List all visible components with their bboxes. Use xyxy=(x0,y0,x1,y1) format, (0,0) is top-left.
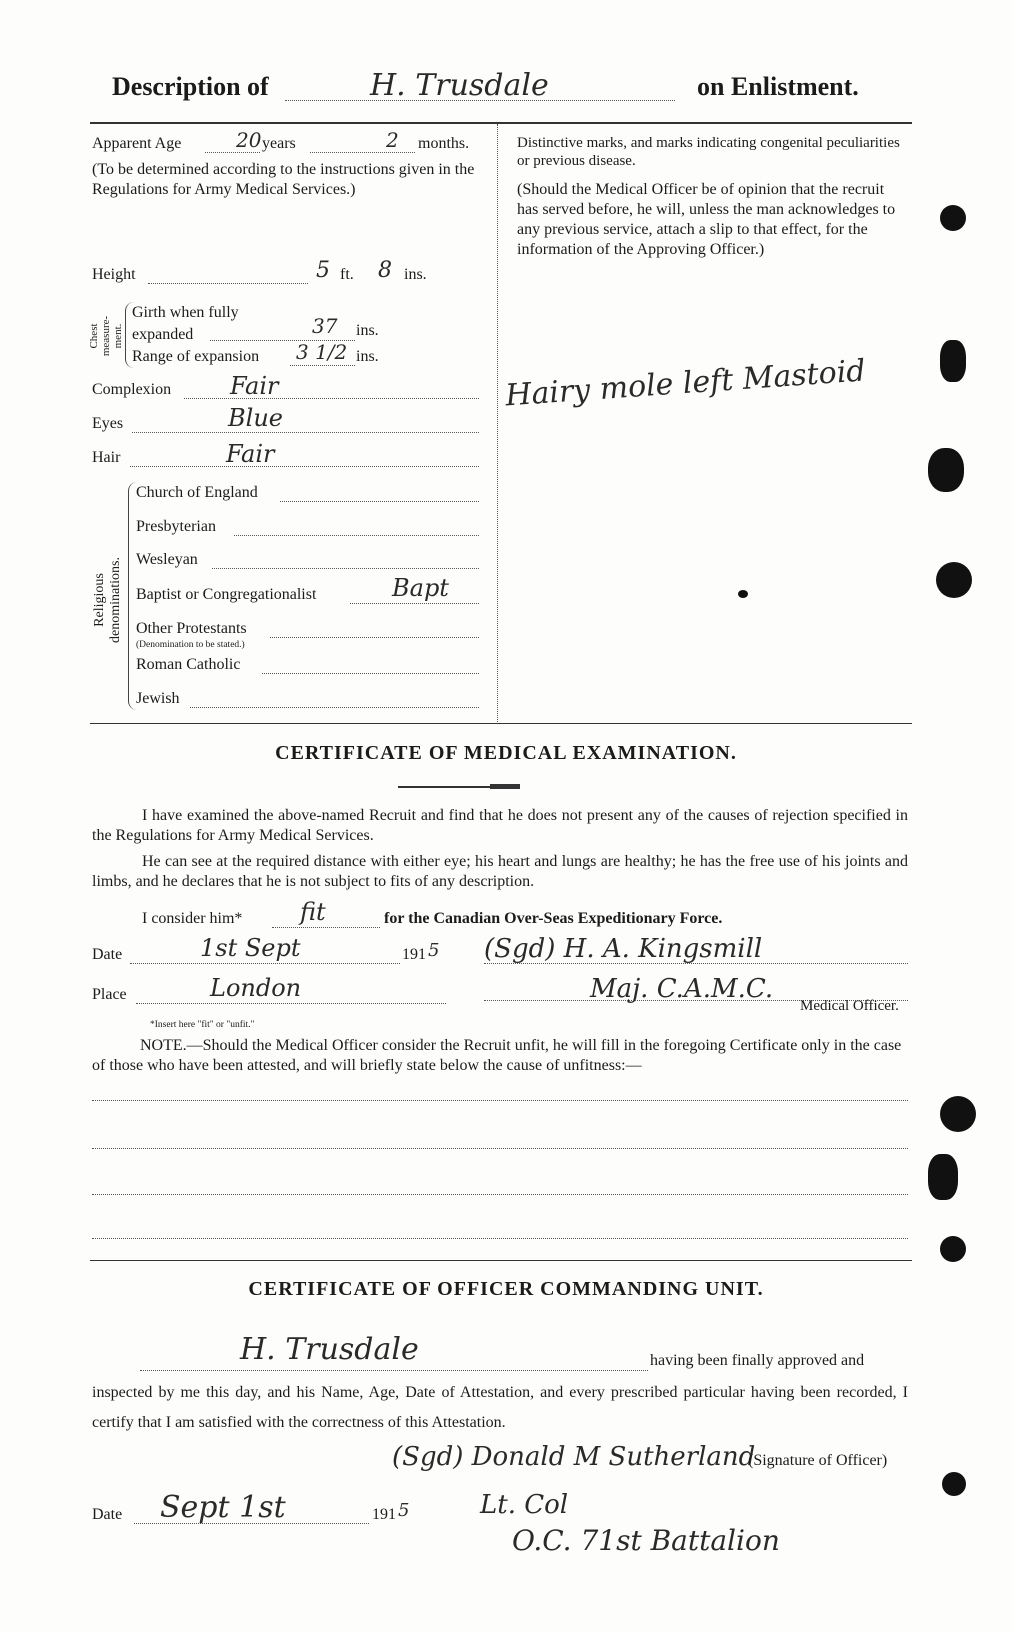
range-line xyxy=(290,365,355,366)
religion-line xyxy=(262,673,479,674)
unfitness-line xyxy=(92,1148,908,1149)
column-divider xyxy=(497,124,498,724)
ins-label: ins. xyxy=(404,266,427,283)
religion-label: Jewish xyxy=(136,690,180,707)
age-months-line xyxy=(310,152,415,153)
medical-date-label: Date xyxy=(92,946,123,963)
commanding-text-body: inspected by me this day, and his Name, Age, Date of Attestation, and every prescribed particular having been recorded, I certify that I am satisfied with the correctness of this Attestation. xyxy=(92,1384,908,1431)
religion-line xyxy=(270,637,479,638)
height-ft-value: 5 xyxy=(316,258,330,283)
commanding-name-value: H. Trusdale xyxy=(240,1332,419,1367)
punch-hole xyxy=(942,1472,966,1496)
commanding-signature: (Sgd) Donald M Sutherland xyxy=(392,1442,756,1472)
range-label: Range of expansion xyxy=(132,348,260,365)
religion-label: Presbyterian xyxy=(136,518,216,535)
religion-line xyxy=(190,707,479,708)
religion-label: Wesleyan xyxy=(136,551,198,568)
punch-hole xyxy=(928,448,964,492)
girth-unit: ins. xyxy=(356,322,379,339)
medical-officer-label: Medical Officer. xyxy=(800,998,899,1014)
medical-year-value: 5 xyxy=(428,940,440,961)
medical-heading-rule xyxy=(398,786,502,788)
punch-hole xyxy=(940,205,966,231)
punch-hole xyxy=(940,1236,966,1262)
age-years-value: 20 xyxy=(236,128,262,152)
commanding-year-prefix: 191 xyxy=(372,1506,396,1523)
punch-hole xyxy=(940,1096,976,1132)
religion-label: Other Protestants xyxy=(136,620,247,637)
age-years-line xyxy=(205,152,260,153)
unfitness-line xyxy=(92,1238,908,1239)
medical-para-2: He can see at the required distance with either eye; his heart and lungs are healthy; he has the free use of his joints and limbs, and he declares that he is not subject to fits of any description. xyxy=(92,853,908,890)
section-rule xyxy=(90,1260,912,1261)
medical-heading: CERTIFICATE OF MEDICAL EXAMINATION. xyxy=(275,742,737,764)
height-in-value: 8 xyxy=(378,258,392,283)
commanding-date-label: Date xyxy=(92,1506,123,1523)
consider-suffix: for the Canadian Over-Seas Expeditionary Force. xyxy=(384,910,723,927)
commanding-signature-label: (Signature of Officer) xyxy=(748,1452,888,1469)
religion-line xyxy=(234,535,479,536)
ink-spot xyxy=(738,590,748,598)
medical-rank: Maj. C.A.M.C. xyxy=(590,974,774,1004)
place-value: London xyxy=(210,974,302,1002)
unfitness-line xyxy=(92,1194,908,1195)
commanding-text-after-name: having been finally approved and xyxy=(650,1352,865,1369)
marks-value: Hairy mole left Mastoid xyxy=(504,353,867,414)
section-rule xyxy=(90,723,912,724)
medical-note: NOTE.—Should the Medical Officer consider the Recruit unfit, he will fill in the foregoing Certificate only in the case of those who have been attested, and will briefly state below the cause of unfitness:— xyxy=(92,1037,902,1074)
header-prefix: Description of xyxy=(112,72,269,101)
religion-line xyxy=(350,603,479,604)
marks-note: (Should the Medical Officer be of opinion that the recruit has served before, he will, unless the man acknowledges to any previous service, attach a slip to that effect, for the information of the Approving Officer.) xyxy=(517,181,896,258)
consider-value: fit xyxy=(300,898,326,926)
commanding-unit: O.C. 71st Battalion xyxy=(512,1524,780,1557)
commanding-name-line xyxy=(140,1370,648,1371)
ft-label: ft. xyxy=(340,266,354,283)
punch-hole xyxy=(936,562,972,598)
header-rule xyxy=(90,122,912,124)
height-line xyxy=(148,283,308,284)
age-months-value: 2 xyxy=(386,128,399,152)
marks-title: Distinctive marks, and marks indicating congenital peculiarities or previous disease. xyxy=(517,135,900,169)
place-label: Place xyxy=(92,986,127,1003)
months-label: months. xyxy=(418,135,470,152)
eyes-line xyxy=(132,432,479,433)
hair-label: Hair xyxy=(92,449,121,466)
height-label: Height xyxy=(92,266,136,283)
girth-value: 37 xyxy=(312,314,338,338)
eyes-value: Blue xyxy=(228,404,283,432)
religion-group-label: Religious denominations. xyxy=(92,557,123,643)
hair-value: Fair xyxy=(226,440,275,468)
punch-hole xyxy=(940,340,966,382)
years-label: years xyxy=(262,135,296,152)
place-line xyxy=(136,1003,446,1004)
medical-year-prefix: 191 xyxy=(402,946,426,963)
commanding-rank: Lt. Col xyxy=(480,1490,569,1520)
religion-line xyxy=(212,568,479,569)
commanding-heading: CERTIFICATE OF OFFICER COMMANDING UNIT. xyxy=(248,1278,764,1300)
chest-group-label: Chest measure-ment. xyxy=(88,315,124,357)
range-unit: ins. xyxy=(356,348,379,365)
religion-line xyxy=(280,501,479,502)
religion-label: Roman Catholic xyxy=(136,656,241,673)
eyes-label: Eyes xyxy=(92,415,124,432)
religion-note: (Denomination to be stated.) xyxy=(136,640,245,650)
age-note: (To be determined according to the instructions given in the Regulations for Army Medical Services.) xyxy=(92,161,475,198)
medical-date-value: 1st Sept xyxy=(200,934,301,962)
complexion-line xyxy=(184,398,479,399)
commanding-date-value: Sept 1st xyxy=(160,1490,286,1525)
complexion-value: Fair xyxy=(230,372,279,400)
consider-line xyxy=(272,927,380,928)
commanding-year-value: 5 xyxy=(398,1500,410,1521)
religion-value: Bapt xyxy=(392,574,449,602)
punch-hole xyxy=(928,1154,958,1200)
medical-signature: (Sgd) H. A. Kingsmill xyxy=(484,934,763,964)
medical-signature-line xyxy=(484,963,908,964)
girth-label-text: Girth when fully expanded xyxy=(132,304,239,343)
complexion-label: Complexion xyxy=(92,381,172,398)
medical-heading-rule-center xyxy=(490,784,520,789)
religion-label: Church of England xyxy=(136,484,258,501)
range-value: 3 1/2 xyxy=(296,340,348,364)
age-label: Apparent Age xyxy=(92,135,182,152)
consider-prefix: I consider him* xyxy=(142,910,243,927)
header-suffix: on Enlistment. xyxy=(697,72,859,101)
religion-label: Baptist or Congregationalist xyxy=(136,586,317,603)
insert-note: *Insert here "fit" or "unfit." xyxy=(150,1020,255,1030)
header-name-handwritten: H. Trusdale xyxy=(370,68,549,103)
unfitness-line xyxy=(92,1100,908,1101)
medical-date-line xyxy=(130,963,400,964)
medical-para-1: I have examined the above-named Recruit and find that he does not present any of the causes of rejection specified in the Regulations for Army Medical Services. xyxy=(92,807,908,844)
hair-line xyxy=(130,466,479,467)
